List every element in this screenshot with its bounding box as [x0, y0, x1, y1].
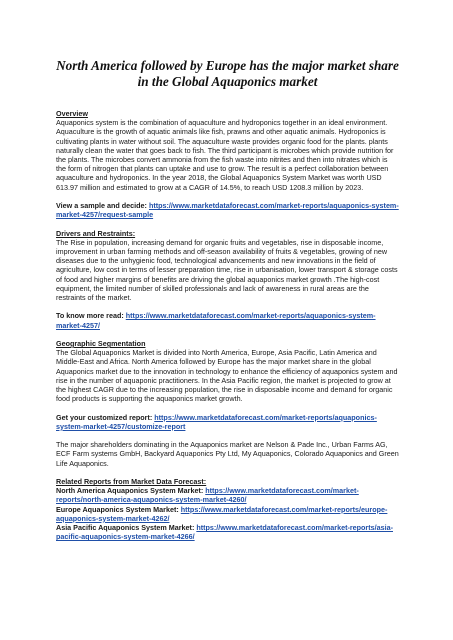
- related-sep: :: [191, 523, 197, 533]
- overview-heading: Overview: [56, 109, 88, 118]
- drivers-heading: Drivers and Restraints:: [56, 228, 136, 238]
- related-link[interactable]: https://www.marketdataforecast.com/market-reports/asia-pacific-aquaponics-system-market-4266/: [56, 523, 393, 542]
- know-more-lead: To know more read:: [56, 311, 126, 321]
- geo-heading: Geographic Segmentation: [56, 339, 146, 349]
- related-lead: North America Aquaponics System Market:: [56, 486, 206, 496]
- related-item-europe: [56, 505, 399, 523]
- know-more-link[interactable]: https://www.marketdataforecast.com/market-reports/aquaponics-system-market-4257/: [56, 311, 376, 330]
- related-heading: Related Reports from Market Data Forecast:: [56, 477, 207, 487]
- customized-lead: Get your customized report:: [56, 412, 155, 422]
- document-title: North America followed by Europe has the major market share in the Global Aquaponics market: [56, 58, 399, 89]
- overview-paragraph: Aquaponics system is the combination of aquaculture and hydroponics together in an ideal environment. Aquaculture is the growth of aquatic animals like fish, prawns and other aquatic animals. Hydroponics is cultivating plants in water without soil. The aquaculture waste provides organic food for the plants. plants naturally clean the water that goes back to fish. The third participant is microbes which provide nutrition for the plants. The microbes convert ammonia from the fish waste into nitrites and then into nitrates which is the form of nitrogen that plants can uptake and use to grow. The result is a perfect collaboration between aquaculture and hydroponics. In the year 2018, the Global Aquaponics System Market was worth USD 613.97 million and estimated to grow at a CAGR of 14.5%, to reach USD 1208.3 million by 2023.: [56, 118, 394, 192]
- customized-line: [56, 413, 399, 431]
- know-more-line: [56, 311, 399, 329]
- related-link[interactable]: https://www.marketdataforecast.com/market-reports/north-america-aquaponics-system-market-4260/: [56, 486, 359, 505]
- related-item-north-america: [56, 486, 399, 504]
- sample-line: [56, 201, 399, 219]
- drivers-paragraph: The Rise in population, increasing demand for organic fruits and vegetables, rise in disposable income, improvement in urban farming methods and off-season availability of fruits & vegetables, growing of new diseases due to the unhygienic food, technological advancements and new innovations in the field of agriculture, low cost in terms of lesser preparation time, rise in urbanisation, lower transport & storage costs of food and higher margins of benefits are driving the global aquaponics market growth .The high-cost equipment, the limited number of skilled professionals and lack of awareness in rural areas are the restraints of the market.: [56, 237, 398, 303]
- related-lead: Asia Pacific Aquaponics System Market: [56, 523, 192, 533]
- related-lead: Europe Aquaponics System Market:: [56, 504, 181, 514]
- geo-paragraph: The Global Aquaponics Market is divided into North America, Europe, Asia Pacific, Latin America and Middle-East and Africa. North America followed by Europe has the major market share in the global Aquaponics market due to the innovation in technology to enhance the efficiency of aquaponics system and rise in the number of aquaponic practitioners. In the Asia Pacific region, the market is projected to grow at the highest CAGR due to the increasing population, the rise in disposable income and demand for organic food products is supporting the aquaponics market growth.: [56, 348, 398, 404]
- related-link[interactable]: https://www.marketdataforecast.com/market-reports/europe-aquaponics-system-market-4262/: [56, 504, 388, 523]
- related-item-asia-pacific: [56, 523, 399, 541]
- customized-link[interactable]: https://www.marketdataforecast.com/market-reports/aquaponics-system-market-4257/customize-report: [56, 412, 377, 431]
- sample-link[interactable]: https://www.marketdataforecast.com/market-reports/aquaponics-system-market-4257/request-sample: [56, 201, 399, 220]
- sample-lead: View a sample and decide:: [56, 201, 149, 211]
- shareholders-paragraph: The major shareholders dominating in the Aquaponics market are Nelson & Pade Inc., Urban Farms AG, ECF Farm systems GmbH, Backyard Aquaponics Pty Ltd, My Aquaponics, Colorado Aquaponics and Green Life Aquaponics.: [56, 440, 399, 468]
